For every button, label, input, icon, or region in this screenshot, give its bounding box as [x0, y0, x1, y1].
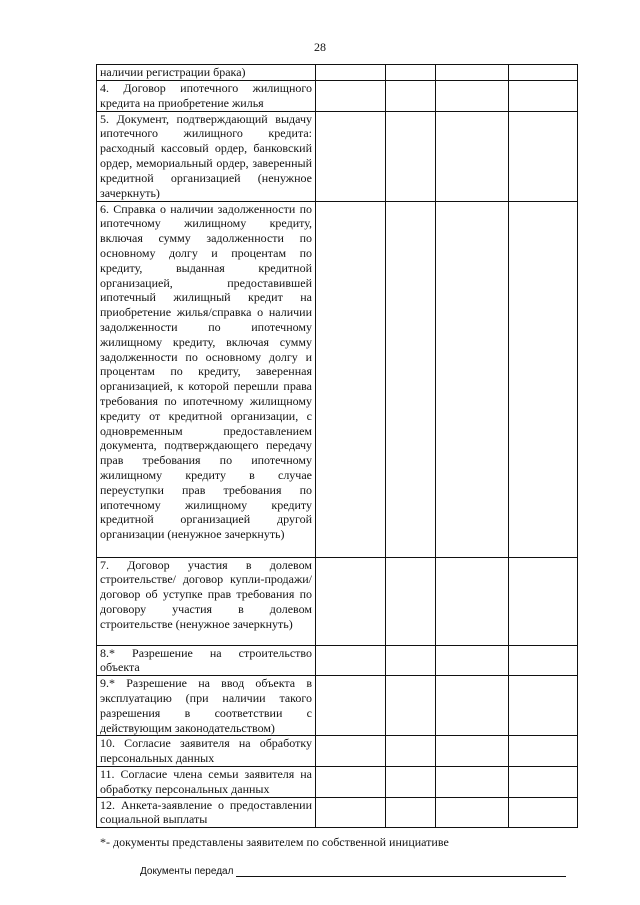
document-description: 11. Согласие члена семьи заявителя на обработку персональных данных	[97, 766, 316, 797]
document-description: 8.* Разрешение на строительство объекта	[97, 645, 316, 676]
empty-cell	[436, 645, 509, 676]
empty-cell	[386, 676, 436, 736]
empty-cell	[436, 797, 509, 828]
empty-cell	[436, 201, 509, 557]
footnote: *- документы представлены заявителем по собственной инициативе	[100, 835, 449, 849]
empty-cell	[316, 65, 386, 81]
empty-cell	[386, 65, 436, 81]
table-row	[97, 201, 578, 557]
empty-cell	[436, 766, 509, 797]
empty-cell	[436, 676, 509, 736]
empty-cell	[509, 201, 578, 557]
document-description: 6. Справка о наличии задолженности по ипотечному жилищному кредиту, включая сумму задолженности по основному долгу и процентам по кредиту, выданная кредитной организацией, предоставившей ипотечный жилищный кредит на приобретение жилья/справка о наличии задолженности по ипотечному жилищному кредиту, включая сумму задолженности по основному долгу и процентам по кредиту, заверенная организацией, к которой перешли права требования по ипотечному жилищному кредиту от кредитной организации, с одновременным предоставлением документа, подтверждающего передачу прав требования по ипотечному жилищному кредиту в случае переуступки прав требования по ипотечному жилищному кредиту кредитной организацией другой организации (ненужное зачеркнуть)	[97, 201, 316, 557]
empty-cell	[316, 557, 386, 645]
empty-cell	[316, 645, 386, 676]
signature-label: Документы передал	[140, 866, 234, 877]
signature-line	[236, 876, 566, 877]
document-description: наличии регистрации брака)	[97, 65, 316, 81]
page-number: 28	[314, 40, 326, 54]
table-row	[97, 645, 578, 676]
document-description: 10. Согласие заявителя на обработку персональных данных	[97, 736, 316, 767]
table-row	[97, 557, 578, 645]
table-row	[97, 736, 578, 767]
empty-cell	[436, 557, 509, 645]
empty-cell	[509, 645, 578, 676]
empty-cell	[436, 111, 509, 201]
empty-cell	[436, 65, 509, 81]
table-row	[97, 65, 578, 81]
empty-cell	[436, 736, 509, 767]
empty-cell	[316, 81, 386, 112]
empty-cell	[386, 111, 436, 201]
table-row	[97, 81, 578, 112]
empty-cell	[386, 81, 436, 112]
document-description: 9.* Разрешение на ввод объекта в эксплуатацию (при наличии такого разрешения в соответствии с действующим законодательством)	[97, 676, 316, 736]
table-row	[97, 111, 578, 201]
empty-cell	[386, 736, 436, 767]
document-description: 4. Договор ипотечного жилищного кредита на приобретение жилья	[97, 81, 316, 112]
empty-cell	[316, 797, 386, 828]
table-row	[97, 676, 578, 736]
empty-cell	[386, 766, 436, 797]
document-description: 5. Документ, подтверждающий выдачу ипотечного жилищного кредита: расходный кассовый ордер, банковский ордер, мемориальный ордер, заверенный кредитной организацией (ненужное зачеркнуть)	[97, 111, 316, 201]
empty-cell	[509, 766, 578, 797]
table-row	[97, 766, 578, 797]
empty-cell	[509, 111, 578, 201]
empty-cell	[509, 736, 578, 767]
document-description: 7. Договор участия в долевом строительстве/ договор купли-продажи/ договор об уступке прав требования по договору участия в долевом строительстве (ненужное зачеркнуть)	[97, 557, 316, 645]
document-description: 12. Анкета-заявление о предоставлении социальной выплаты	[97, 797, 316, 828]
empty-cell	[316, 111, 386, 201]
empty-cell	[386, 201, 436, 557]
empty-cell	[436, 81, 509, 112]
empty-cell	[316, 736, 386, 767]
documents-table	[96, 64, 578, 828]
empty-cell	[509, 557, 578, 645]
empty-cell	[386, 557, 436, 645]
empty-cell	[316, 676, 386, 736]
table-row	[97, 797, 578, 828]
empty-cell	[509, 81, 578, 112]
empty-cell	[386, 797, 436, 828]
empty-cell	[316, 201, 386, 557]
empty-cell	[509, 65, 578, 81]
empty-cell	[386, 645, 436, 676]
empty-cell	[316, 766, 386, 797]
empty-cell	[509, 676, 578, 736]
empty-cell	[509, 797, 578, 828]
